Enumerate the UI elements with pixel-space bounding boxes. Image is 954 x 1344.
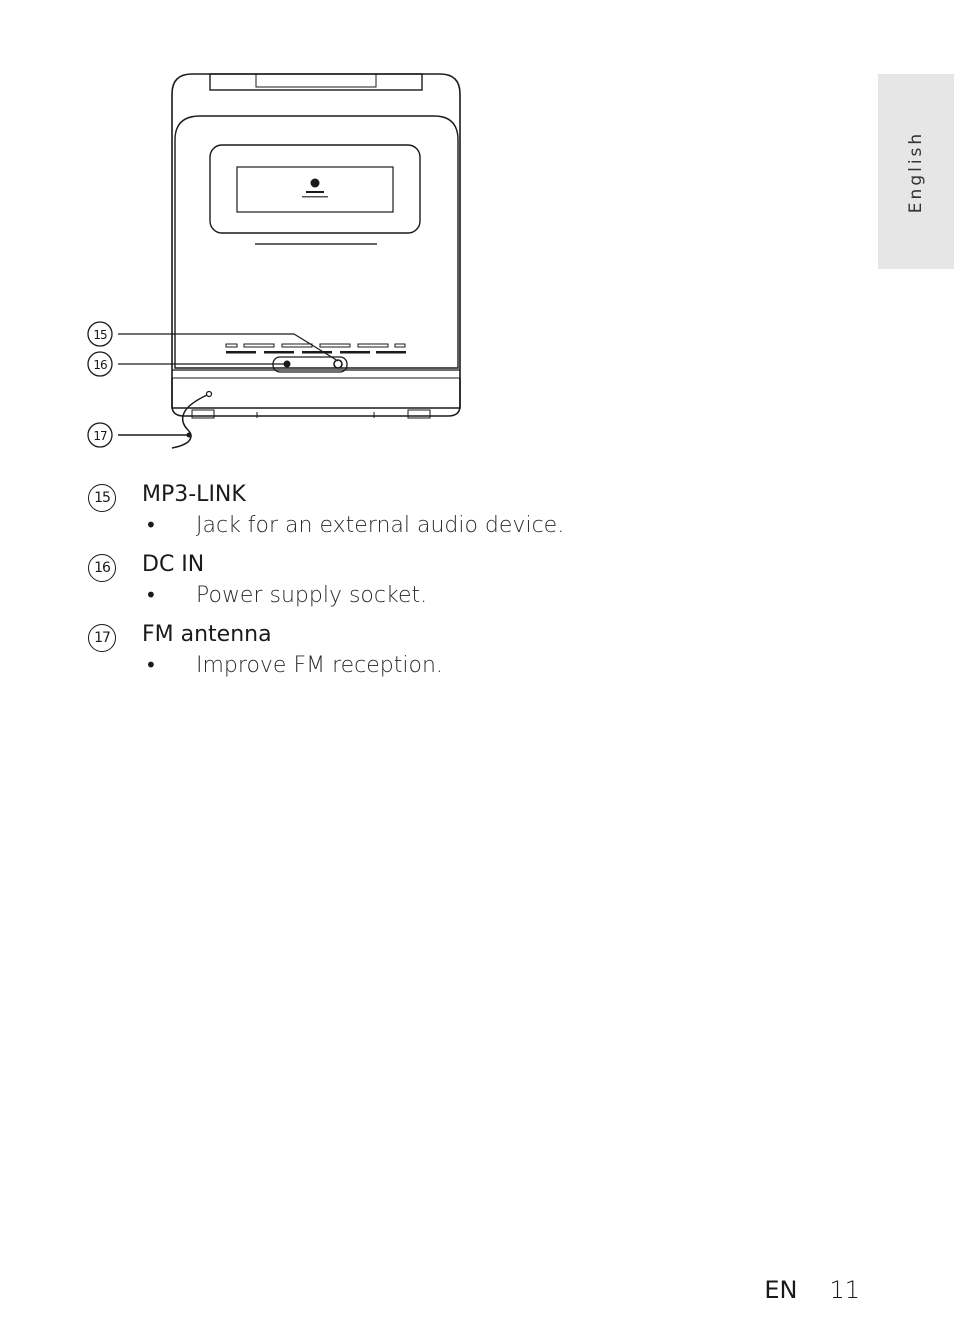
language-tab bbox=[878, 74, 954, 269]
item-title: FM antenna bbox=[142, 622, 272, 647]
footer-language: EN bbox=[764, 1276, 798, 1304]
item-description: Jack for an external audio device. bbox=[196, 513, 565, 538]
bullet-icon: • bbox=[145, 583, 157, 607]
callout-17-number: 17 bbox=[93, 429, 107, 443]
item-title: MP3-LINK bbox=[142, 482, 246, 507]
page-footer bbox=[764, 1276, 860, 1304]
callout-16 bbox=[88, 352, 112, 376]
language-tab-label: English bbox=[906, 130, 926, 213]
bullet-icon: • bbox=[145, 653, 157, 677]
item-number-badge: 17 bbox=[88, 624, 116, 652]
callout-15-number: 15 bbox=[93, 328, 107, 342]
callout-17 bbox=[88, 423, 112, 447]
list-item bbox=[88, 550, 808, 620]
list-item bbox=[88, 480, 808, 550]
list-item bbox=[88, 620, 808, 690]
item-title: DC IN bbox=[142, 552, 205, 577]
connector-list bbox=[88, 480, 808, 690]
callout-16-number: 16 bbox=[93, 358, 107, 372]
page-number: 11 bbox=[829, 1276, 860, 1304]
item-number-badge: 16 bbox=[88, 554, 116, 582]
callout-15 bbox=[88, 322, 112, 346]
device-drawing bbox=[80, 68, 480, 458]
bullet-icon: • bbox=[145, 513, 157, 537]
item-description: Improve FM reception. bbox=[196, 653, 443, 678]
device-rear-illustration bbox=[80, 68, 480, 458]
item-description: Power supply socket. bbox=[196, 583, 428, 608]
item-number-badge: 15 bbox=[88, 484, 116, 512]
